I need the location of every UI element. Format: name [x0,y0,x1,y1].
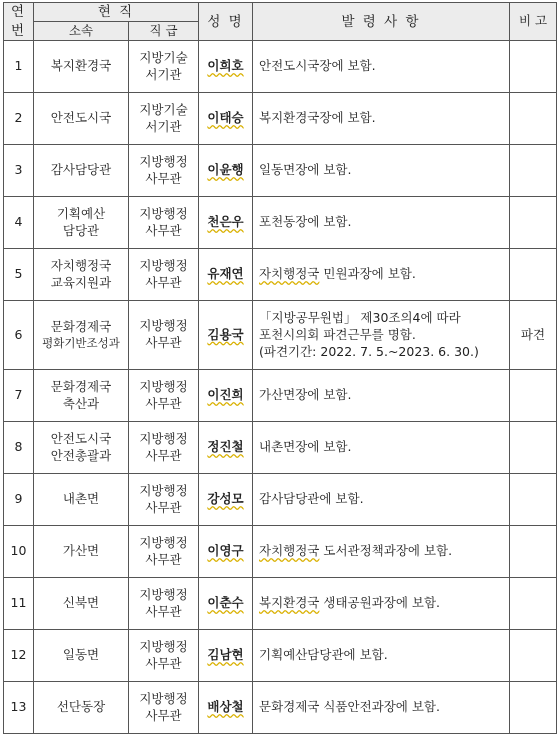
order-line-3: (파견기간: 2022. 7. 5.~2023. 6. 30.) [259,343,479,359]
row-number: 9 [4,474,34,526]
row-order [253,474,510,526]
person-name: 김남현 [207,647,244,663]
rank-line-1: 지방행정 [139,318,188,334]
person-name: 배상철 [207,699,244,715]
row-number: 10 [4,526,34,578]
person-name: 이영구 [207,543,244,559]
affiliation-line-2: 담당관 [62,222,100,238]
row-name [199,526,253,578]
row-number: 4 [4,197,34,249]
row-remark [510,682,557,734]
row-number: 5 [4,249,34,301]
row-number: 12 [4,630,34,682]
row-affiliation [34,474,129,526]
person-name: 이춘수 [207,595,244,611]
order-line-1 [259,647,506,664]
person-name: 정진철 [207,439,244,455]
row-name [199,301,253,370]
affiliation-line-1: 안전도시국 [50,430,112,446]
row-remark [510,422,557,474]
person-name: 강성모 [207,491,244,507]
rank-line-1: 지방행정 [139,534,188,550]
table-row [4,474,557,526]
row-remark [510,526,557,578]
affiliation-line-1: 일동면 [62,647,100,663]
row-name [199,93,253,145]
person-name: 김용국 [207,326,244,342]
order-text: 문화경제국 식품안전과장에 보함. [259,699,440,715]
order-line-1 [259,387,506,404]
row-rank [129,370,199,422]
rank-line-2: 서기관 [145,118,182,134]
order-text: 포천동장에 보함. [259,214,352,230]
row-name [199,630,253,682]
person-name: 이태승 [207,110,244,126]
row-name [199,682,253,734]
order-department: 복지환경국 [259,595,320,611]
rank-line-1: 지방행정 [139,205,188,221]
order-line-1 [259,162,506,179]
row-rank [129,93,199,145]
row-affiliation [34,301,129,370]
row-remark [510,630,557,682]
order-text: 감사담당관에 보함. [259,491,364,507]
row-number: 3 [4,145,34,197]
header-current-position: 현 직 [34,3,199,22]
row-order [253,145,510,197]
table-row [4,93,557,145]
affiliation-line-2: 교육지원과 [50,274,112,290]
row-rank [129,474,199,526]
rank-line-1: 지방행정 [139,257,188,273]
row-order [253,682,510,734]
person-name: 이진희 [207,387,244,403]
row-order [253,578,510,630]
row-affiliation [34,526,129,578]
row-rank [129,249,199,301]
rank-line-2: 사무관 [145,655,182,671]
affiliation-line-1: 복지환경국 [50,58,112,74]
rank-line-2: 사무관 [145,335,182,351]
header-no [4,3,34,41]
row-rank [129,682,199,734]
row-affiliation [34,370,129,422]
order-line-1 [259,491,506,508]
order-text: 민원과장에 보함. [319,266,416,282]
person-name: 유재연 [207,266,244,282]
order-department: 자치행정국 [259,266,320,282]
affiliation-line-1: 기획예산 [56,205,106,221]
row-order [253,526,510,578]
row-remark [510,145,557,197]
row-rank [129,41,199,93]
affiliation-line-2: 안전총괄과 [50,447,112,463]
order-text: 내촌면장에 보함. [259,439,352,455]
row-number: 6 [4,301,34,370]
personnel-order-table [3,2,557,734]
rank-line-1: 지방기술 [139,49,188,65]
order-line-1 [259,214,506,231]
rank-line-2: 사무관 [145,499,182,515]
row-rank [129,422,199,474]
table-body [4,41,557,734]
person-name: 이윤행 [207,162,244,178]
row-number: 11 [4,578,34,630]
row-order [253,630,510,682]
rank-line-1: 지방행정 [139,378,188,394]
table-row [4,370,557,422]
row-remark [510,370,557,422]
order-department: 자치행정국 [259,543,320,559]
order-text: 생태공원과장에 보함. [319,595,440,611]
header-affiliation: 소속 [34,22,129,41]
rank-line-2: 사무관 [145,395,182,411]
order-text: 기획예산담당관에 보함. [259,647,388,663]
order-line-1 [259,595,506,612]
affiliation-line-1: 안전도시국 [50,110,112,126]
row-affiliation [34,578,129,630]
order-text: 도서관정책과장에 보함. [319,543,453,559]
row-remark [510,41,557,93]
row-number: 8 [4,422,34,474]
order-text: 복지환경국장에 보함. [259,110,376,126]
order-text: 가산면장에 보함. [259,387,352,403]
table-row [4,41,557,93]
affiliation-line-1: 내촌면 [62,491,100,507]
table-row [4,422,557,474]
header-order: 발 령 사 항 [253,3,510,41]
order-text: 「지방공무원법」 제30조의4에 따라 [259,309,461,325]
row-order [253,93,510,145]
row-order [253,370,510,422]
row-affiliation [34,93,129,145]
rank-line-2: 사무관 [145,551,182,567]
header-rank: 직 급 [129,22,199,41]
row-order [253,249,510,301]
row-name [199,249,253,301]
row-remark [510,249,557,301]
table-row [4,682,557,734]
row-remark [510,93,557,145]
affiliation-line-1: 가산면 [62,543,100,559]
row-name [199,41,253,93]
row-rank [129,145,199,197]
rank-line-1: 지방행정 [139,153,188,169]
row-affiliation [34,249,129,301]
order-line-1 [259,439,506,456]
row-rank [129,301,199,370]
table-row [4,145,557,197]
row-name [199,145,253,197]
table-row [4,526,557,578]
row-order [253,422,510,474]
rank-line-2: 사무관 [145,603,182,619]
rank-line-1: 지방행정 [139,690,188,706]
row-name [199,422,253,474]
rank-line-2: 사무관 [145,707,182,723]
row-affiliation [34,422,129,474]
row-name [199,197,253,249]
header-no-top: 연 [10,4,27,21]
table-row [4,301,557,370]
row-rank [129,526,199,578]
row-affiliation [34,630,129,682]
row-order [253,301,510,370]
rank-line-1: 지방행정 [139,430,188,446]
person-name: 이희호 [207,58,244,74]
table-row [4,197,557,249]
table-row [4,578,557,630]
table-row [4,630,557,682]
rank-line-2: 사무관 [145,274,182,290]
affiliation-line-1: 감사담당관 [50,162,112,178]
order-line-1 [259,110,506,127]
row-order [253,41,510,93]
row-remark [510,474,557,526]
row-affiliation [34,41,129,93]
rank-line-2: 사무관 [145,170,182,186]
row-order [253,197,510,249]
rank-line-2: 사무관 [145,222,182,238]
rank-line-2: 사무관 [145,447,182,463]
order-line-1 [259,543,506,560]
order-line-1 [259,310,506,327]
row-affiliation [34,145,129,197]
affiliation-line-1: 자치행정국 [50,257,112,273]
header-no-bottom: 번 [10,22,27,39]
affiliation-line-1: 선단동장 [56,699,106,715]
row-name [199,578,253,630]
person-name: 천은우 [207,214,244,230]
rank-line-2: 서기관 [145,66,182,82]
table-row [4,249,557,301]
order-text: 안전도시국장에 보함. [259,58,376,74]
row-rank [129,197,199,249]
affiliation-line-1: 신북면 [62,595,100,611]
header-name: 성 명 [199,3,253,41]
affiliation-line-1: 문화경제국 [50,319,112,335]
affiliation-line-1: 문화경제국 [50,378,112,394]
row-affiliation [34,197,129,249]
row-rank [129,578,199,630]
order-line-1 [259,58,506,75]
rank-line-1: 지방행정 [139,482,188,498]
order-line-1 [259,266,506,283]
row-name [199,474,253,526]
row-name [199,370,253,422]
row-rank [129,630,199,682]
row-affiliation [34,682,129,734]
header-remarks: 비 고 [510,3,557,41]
row-number: 2 [4,93,34,145]
affiliation-line-2: 축산과 [62,395,100,411]
row-remark: 파견 [510,301,557,370]
row-number: 1 [4,41,34,93]
row-remark [510,197,557,249]
rank-line-1: 지방기술 [139,101,188,117]
row-number: 13 [4,682,34,734]
affiliation-line-2: 평화기반조성과 [42,335,120,350]
row-remark [510,578,557,630]
rank-line-1: 지방행정 [139,638,188,654]
rank-line-1: 지방행정 [139,586,188,602]
order-line-2: 포천시의회 파견근무를 명함. [259,326,416,342]
order-text: 일동면장에 보함. [259,162,352,178]
row-number: 7 [4,370,34,422]
